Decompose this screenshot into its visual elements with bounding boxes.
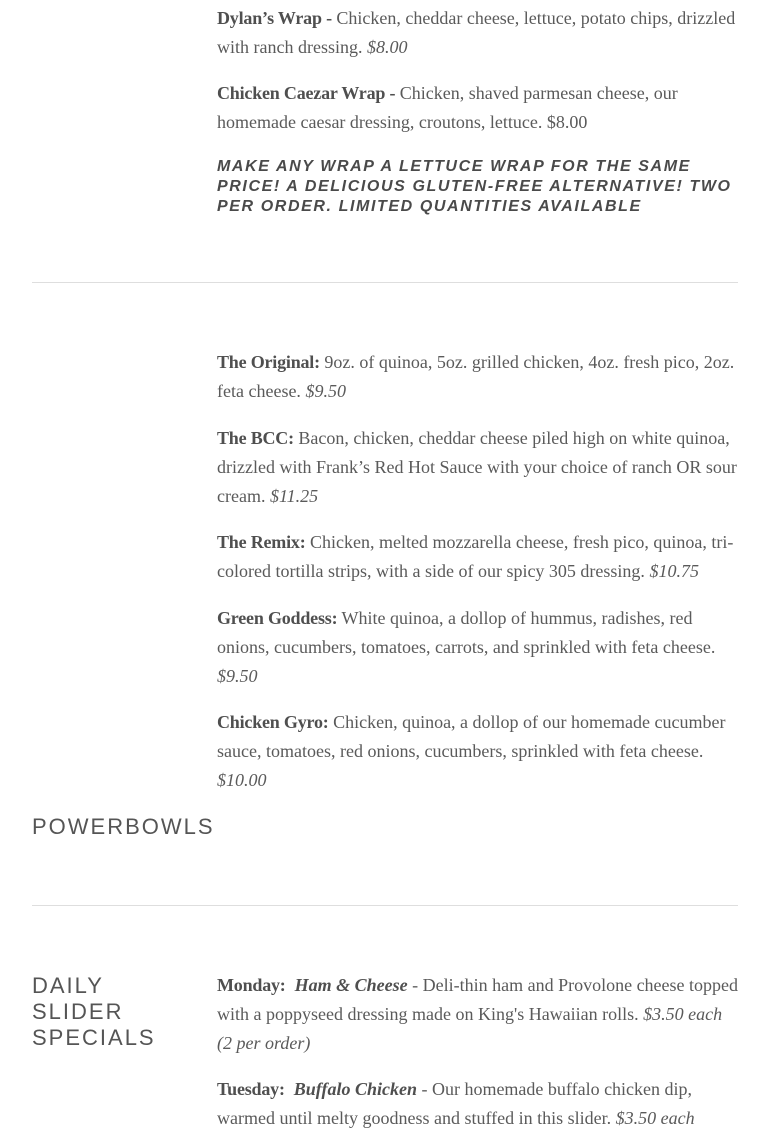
powerbowl-price: $9.50 [305,381,346,401]
slider-price: $3.50 each [615,1108,695,1128]
slider-description: - Deli-thin ham and Provolone cheese topped with a poppyseed dressing made on King's Hawaiian rolls. [217,975,739,1024]
section-divider [32,282,738,283]
powerbowl-item-green-goddess [217,604,740,691]
powerbowl-description: Bacon, chicken, cheddar cheese piled high on white quinoa, drizzled with Frank’s Red Hot Sauce with your choice of ranch OR sour cream. [217,428,737,506]
section-title-line: SLIDER [32,999,124,1024]
powerbowl-item-bcc [217,424,740,511]
slider-price: $3.50 each (2 per order) [217,1004,723,1053]
powerbowl-price: $11.25 [269,486,319,506]
wrap-price: $8.00 [366,37,408,57]
powerbowl-item-chicken-gyro [217,708,740,795]
section-divider [32,905,738,906]
slider-name: Ham & Cheese [294,975,408,995]
slider-description: - Our homemade buffalo chicken dip, warmed until melty goodness and stuffed in this slider. [217,1079,693,1128]
powerbowl-price: $10.75 [649,561,699,581]
slider-item-monday [217,971,740,1058]
wrap-description: Chicken, shaved parmesan cheese, our homemade caesar dressing, croutons, lettuce. $8.00 [217,83,678,132]
powerbowl-name: Chicken Gyro: [217,712,329,732]
powerbowl-item-original [217,348,740,406]
powerbowl-item-remix [217,528,740,586]
lettuce-wrap-notice: MAKE ANY WRAP A LETTUCE WRAP FOR THE SAME PRICE! A DELICIOUS GLUTEN-FREE ALTERNATIVE! TWO PER ORDER. LIMITED QUANTITIES AVAILABLE [217,158,732,215]
slider-day: Tuesday: [217,1079,285,1099]
powerbowl-description: White quinoa, a dollop of hummus, radishes, red onions, cucumbers, tomatoes, carrots, and sprinkled with feta cheese. [217,608,716,657]
powerbowl-description: 9oz. of quinoa, 5oz. grilled chicken, 4oz. fresh pico, 2oz. feta cheese. [217,352,735,401]
section-title-daily-slider-specials [32,973,156,1051]
wrap-description: Chicken, cheddar cheese, lettuce, potato chips, drizzled with ranch dressing. [217,8,736,57]
slider-name: Buffalo Chicken [293,1079,417,1099]
section-title-line: SPECIALS [32,1025,156,1050]
slider-item-tuesday [217,1075,740,1133]
wrap-name: Dylan’s Wrap - [217,8,332,28]
powerbowl-name: Green Goddess: [217,608,338,628]
powerbowl-name: The BCC: [217,428,294,448]
powerbowl-price: $9.50 [217,666,258,686]
section-title-line: DAILY [32,973,104,998]
powerbowl-description: Chicken, melted mozzarella cheese, fresh pico, quinoa, tri-colored tortilla strips, with a side of our spicy 305 dressing. [217,532,734,581]
powerbowl-description: Chicken, quinoa, a dollop of our homemade cucumber sauce, tomatoes, red onions, cucumbers, sprinkled with feta cheese. [217,712,726,761]
wrap-item-caezar [217,79,740,137]
section-title-powerbowls: POWERBOWLS [32,814,215,839]
powerbowl-name: The Original: [217,352,320,372]
wrap-item-dylans [217,4,740,62]
powerbowl-name: The Remix: [217,532,306,552]
wrap-name: Chicken Caezar Wrap - [217,83,396,103]
powerbowl-price: $10.00 [217,770,267,790]
slider-day: Monday: [217,975,286,995]
